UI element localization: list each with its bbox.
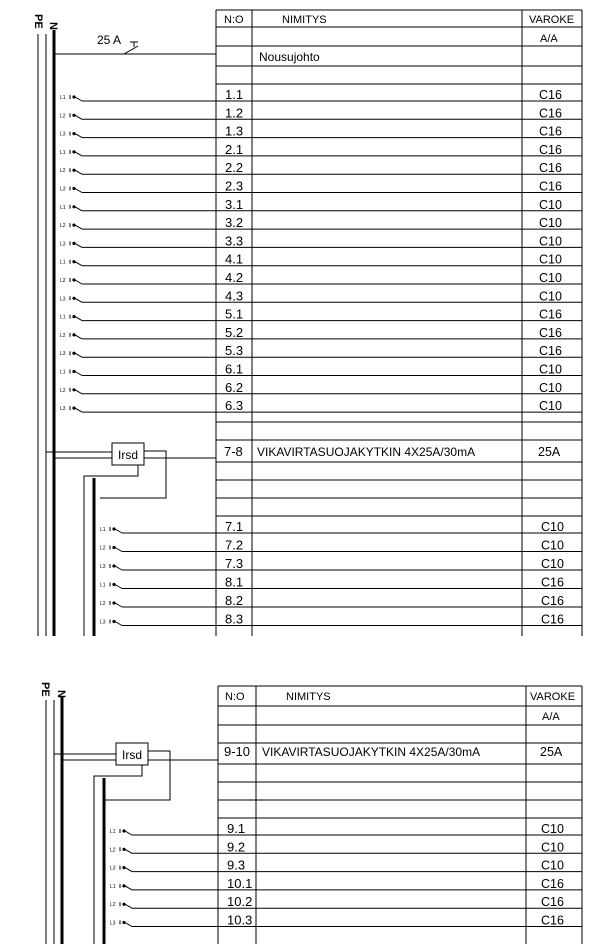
circuit-number: 2.1 [225, 141, 244, 157]
breaker-switch-icon [75, 97, 82, 101]
phase-label: L3 [110, 865, 116, 872]
circuit-fuse: C10 [539, 216, 562, 231]
breaker-switch-icon [75, 372, 82, 376]
circuit-number: 4.3 [225, 288, 244, 304]
header-name: NIMITYS [282, 14, 327, 26]
circuit-fuse: C16 [541, 895, 564, 910]
panel-1 [38, 10, 582, 636]
circuit-number: 8.3 [225, 611, 244, 627]
breaker-switch-icon [75, 317, 82, 321]
breaker-switch-icon [75, 353, 82, 357]
breaker-switch-icon [115, 566, 122, 570]
phase-label: L1 [60, 204, 66, 211]
circuit-number: 3.3 [225, 233, 244, 249]
phase-label: L3 [110, 920, 116, 927]
circuit-number: 4.2 [225, 270, 244, 285]
main-breaker-rating: 25 A [97, 33, 122, 47]
header-fuse: VAROKE [530, 691, 576, 703]
circuit-fuse: C16 [541, 594, 564, 608]
circuit-number: 1.3 [225, 123, 244, 139]
circuit-number: 10.3 [227, 912, 253, 928]
phase-label: L3 [100, 619, 106, 626]
circuit-fuse: C16 [539, 179, 562, 194]
phase-label: L3 [60, 241, 66, 248]
circuit-fuse: C10 [541, 858, 564, 873]
phase-label: L1 [60, 149, 66, 156]
phase-label: L1 [100, 527, 106, 533]
phase-label: L3 [60, 406, 66, 413]
circuit-number: 8.1 [225, 574, 244, 590]
n-bus-label: N [55, 690, 67, 698]
breaker-switch-icon [75, 134, 82, 138]
circuit-number: 7.3 [225, 556, 244, 571]
circuit-number: 1.2 [225, 105, 244, 121]
phase-label: L3 [60, 131, 66, 138]
circuit-fuse: C16 [539, 124, 562, 139]
breaker-switch-icon [75, 280, 82, 284]
phase-label: L1 [110, 829, 116, 835]
circuit-number: 10.1 [227, 875, 253, 891]
circuit-fuse: C10 [539, 399, 562, 414]
circuit-number: 9.2 [227, 839, 246, 855]
n-bus-label: N [47, 22, 59, 30]
circuit-fuse: C10 [541, 538, 564, 553]
circuit-number: 8.2 [225, 593, 244, 608]
phase-label: L1 [60, 95, 66, 101]
breaker-switch-icon [115, 622, 122, 626]
breaker-switch-icon [125, 923, 132, 927]
breaker-switch-icon [115, 529, 122, 533]
rcd-n-out [94, 765, 142, 944]
circuit-fuse: C10 [539, 289, 562, 304]
phase-label: L2 [60, 278, 66, 284]
header-fuse-sub: A/A [542, 711, 560, 723]
circuit-fuse: C16 [539, 161, 562, 176]
phase-label: L1 [60, 314, 66, 321]
phase-label: L2 [110, 902, 116, 909]
rcd-n-out [84, 465, 138, 636]
breaker-switch-icon [75, 408, 82, 412]
phase-label: L2 [60, 168, 66, 175]
phase-label: L1 [60, 369, 66, 376]
breaker-switch-icon [75, 189, 82, 193]
rcd-row-number: 9-10 [224, 744, 251, 759]
breaker-switch-icon [125, 831, 132, 835]
circuit-number: 4.1 [225, 251, 244, 267]
circuit-rows [60, 87, 582, 928]
breaker-switch-icon [75, 243, 82, 247]
circuit-number: 9.1 [227, 821, 246, 836]
breaker-switch-icon [125, 849, 132, 853]
pe-bus-label: PE [39, 682, 51, 697]
breaker-switch-icon [75, 298, 82, 302]
breaker-switch-icon [75, 335, 82, 339]
circuit-fuse: C10 [541, 557, 564, 571]
circuit-fuse: C16 [539, 325, 562, 340]
circuit-fuse: C10 [539, 380, 562, 395]
phase-label: L2 [60, 387, 66, 394]
breaker-switch-icon [75, 115, 82, 119]
circuit-number: 2.3 [225, 178, 244, 194]
circuit-fuse: C10 [539, 362, 562, 377]
phase-label: L3 [60, 351, 66, 358]
circuit-number: 3.1 [225, 196, 244, 212]
breaker-switch-icon [115, 585, 122, 589]
circuit-number: 5.1 [225, 306, 244, 322]
circuit-number: 3.2 [225, 215, 244, 231]
header-fuse-sub: A/A [540, 33, 558, 45]
breaker-switch-icon [115, 603, 122, 607]
circuit-number: 6.3 [225, 398, 244, 414]
rcd-row-name: VIKAVIRTASUOJAKYTKIN 4X25A/30mA [257, 445, 476, 459]
circuit-fuse: C16 [539, 88, 562, 102]
breaker-switch-icon [125, 868, 132, 872]
riser-label: Nousujohto [259, 50, 320, 64]
circuit-fuse: C16 [541, 575, 564, 590]
rcd-label: Irsd [118, 448, 139, 462]
circuit-number: 6.1 [225, 361, 244, 377]
circuit-fuse: C10 [541, 520, 564, 534]
circuit-fuse: C10 [541, 822, 564, 836]
rcd-row-name: VIKAVIRTASUOJAKYTKIN 4X25A/30mA [262, 745, 481, 759]
circuit-fuse: C10 [539, 252, 562, 267]
circuit-number: 10.2 [227, 894, 253, 910]
breaker-switch-icon [125, 904, 132, 908]
circuit-number: 6.2 [225, 379, 244, 395]
phase-label: L3 [60, 296, 66, 303]
header-number: N:O [225, 691, 245, 703]
header-name: NIMITYS [286, 691, 331, 703]
circuit-fuse: C16 [539, 106, 562, 121]
breaker-switch-icon [75, 390, 82, 394]
phase-label: L3 [100, 564, 106, 570]
phase-label: L2 [100, 601, 106, 607]
phase-label: L1 [100, 582, 106, 589]
circuit-fuse: C10 [541, 840, 564, 855]
circuit-fuse: C10 [539, 197, 562, 212]
pe-bus-label: PE [32, 14, 44, 29]
circuit-number: 7.2 [225, 537, 244, 553]
header-number: N:O [224, 14, 244, 26]
rcd-row-fuse: 25A [540, 745, 563, 759]
circuit-fuse: C16 [541, 913, 564, 928]
breaker-switch-icon [125, 886, 132, 890]
phase-label: L2 [60, 113, 66, 120]
phase-label: L2 [60, 223, 66, 230]
circuit-fuse: C16 [539, 307, 562, 322]
header-fuse: VAROKE [529, 14, 575, 26]
breaker-switch-icon [75, 170, 82, 174]
circuit-number: 5.3 [225, 343, 244, 359]
rcd-row-number: 7-8 [224, 444, 243, 459]
circuit-number: 5.2 [225, 324, 244, 340]
breaker-switch-icon [115, 548, 122, 552]
phase-label: L1 [110, 883, 116, 890]
circuit-fuse: C16 [539, 344, 562, 359]
breaker-switch-icon [75, 152, 82, 156]
phase-label: L3 [60, 186, 66, 193]
phase-label: L2 [60, 332, 66, 339]
circuit-fuse: C16 [541, 612, 564, 627]
circuit-number: 2.2 [225, 160, 244, 176]
circuit-number: 7.1 [225, 519, 244, 534]
circuit-number: 1.1 [225, 87, 244, 102]
circuit-number: 9.3 [227, 857, 246, 873]
main-breaker-contact [124, 46, 138, 54]
breaker-switch-icon [75, 262, 82, 266]
breaker-switch-icon [75, 207, 82, 211]
breaker-switch-icon [75, 225, 82, 229]
phase-label: L2 [110, 847, 116, 854]
phase-label: L2 [100, 545, 106, 552]
phase-label: L1 [60, 259, 66, 266]
circuit-fuse: C16 [541, 876, 564, 891]
circuit-fuse: C16 [539, 142, 562, 157]
rcd-label: Irsd [122, 748, 143, 762]
circuit-fuse: C10 [539, 234, 562, 249]
rcd-row-fuse: 25A [538, 445, 561, 459]
circuit-fuse: C10 [539, 271, 562, 285]
